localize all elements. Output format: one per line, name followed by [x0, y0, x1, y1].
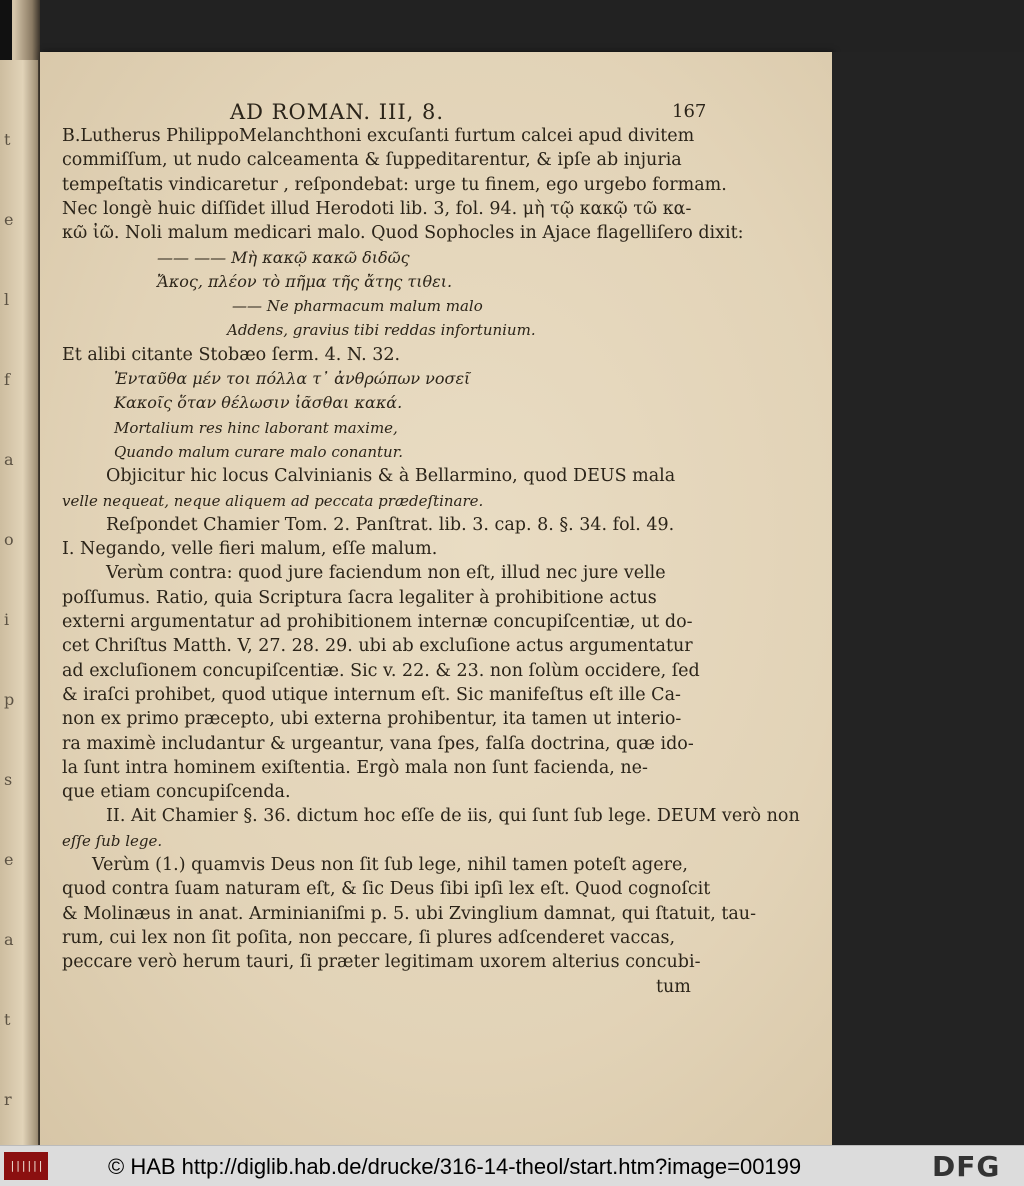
text-line: Mortalium res hinc laborant maxime,	[114, 418, 398, 437]
text-line: velle nequeat, neque aliquem ad peccata prædeſtinare.	[62, 491, 484, 510]
text-line: B.Lutherus PhilippoMelanchthoni excuſanti furtum calcei apud divitem	[62, 126, 695, 146]
spine-shadow	[0, 0, 12, 60]
text-line: Verùm contra: quod jure faciendum non eſt, illud nec jure velle	[106, 563, 666, 584]
text-line: Verùm (1.) quamvis Deus non ſit ſub lege, nihil tamen poteſt agere,	[92, 855, 688, 875]
running-header: AD ROMAN. III, 8.	[230, 100, 445, 124]
text-line: Quando malum curare malo conantur.	[114, 442, 404, 461]
text-line: non ex primo præcepto, ubi externa prohibentur, ita tamen ut interio-	[62, 709, 682, 730]
text-line: ra maximè includantur & urgeantur, vana ſpes, falſa doctrina, quæ ido-	[62, 733, 694, 754]
text-line: commiſſum, ut nudo calceamenta & ſuppeditarentur, & ipſe ab injuria	[62, 150, 682, 171]
text-line: II. Ait Chamier §. 36. dictum hoc eſſe de iis, qui ſunt ſub lege. DEUM verò non	[106, 806, 800, 827]
book-page	[40, 52, 832, 1145]
text-line: Ἐνταῦθα μέν τοι πόλλα τ᾽ ἀνθρώπων νοσεῖ	[114, 369, 471, 388]
text-line: & iraſci prohibet, quod utique internum eſt. Sic manifeſtus eſt ille Ca-	[62, 684, 681, 705]
text-line: Objicitur hic locus Calvinianis & à Bellarmino, quod DEUS mala	[106, 466, 676, 487]
hab-logo-icon: ||||||	[4, 1152, 48, 1180]
previous-page-glyph: f	[4, 370, 10, 389]
text-line: Nec longè huic diſſidet illud Herodoti lib. 3, fol. 94. μὴ τῷ κακῷ τῶ κα-	[62, 198, 692, 219]
previous-page-glyph: t	[4, 130, 11, 149]
text-line: peccare verò herum tauri, ſi præter legitimam uxorem alterius concubi-	[62, 952, 701, 973]
previous-page-glyph: p	[4, 690, 15, 709]
text-line: tempeſtatis vindicaretur , reſpondebat: urge tu finem, ego urgebo formam.	[62, 174, 727, 195]
text-line: cet Chriſtus Matth. V, 27. 28. 29. ubi ab excluſione actus argumentatur	[62, 636, 693, 657]
text-line: poſſumus. Ratio, quia Scriptura ſacra legaliter à prohibitione actus	[62, 587, 657, 608]
text-line: que etiam concupiſcenda.	[62, 782, 291, 803]
previous-page-glyph: i	[4, 610, 10, 629]
text-line: rum, cui lex non ſit poſita, non peccare, ſi plures adſcenderet vaccas,	[62, 927, 676, 948]
text-line: la ſunt intra hominem exiſtentia. Ergò mala non ſunt facienda, ne-	[62, 757, 648, 778]
text-line: Et alibi citante Stobæo ſerm. 4. N. 32.	[62, 344, 401, 365]
previous-page-edge	[0, 60, 38, 1145]
text-line: ad excluſionem concupiſcentiæ. Sic v. 22. & 23. non ſolùm occidere, ſed	[62, 660, 700, 681]
page-number: 167	[672, 101, 707, 122]
previous-page-glyph: r	[4, 1090, 12, 1109]
text-line: externi argumentatur ad prohibitionem internæ concupiſcentiæ, ut do-	[62, 612, 693, 632]
copyright-link[interactable]: © HAB http://diglib.hab.de/drucke/316-14-theol/start.htm?image=00199	[108, 1154, 802, 1179]
previous-page-glyph: e	[4, 850, 14, 869]
catchword: tum	[656, 976, 691, 997]
text-line: κῶ ἰῶ. Noli malum medicari malo. Quod Sophocles in Ajace flagelliſero dixit:	[62, 223, 744, 244]
text-line: —— —— Μὴ κακῷ κακῶ διδῶς	[157, 247, 410, 267]
previous-page-glyph: l	[4, 290, 10, 309]
text-line: quod contra ſuam naturam eſt, & ſic Deus ſibi ipſi lex eſt. Quod cognoſcit	[62, 879, 711, 900]
previous-page-glyph: o	[4, 530, 14, 549]
text-line: I. Negando, velle fieri malum, eſſe malum.	[62, 539, 438, 560]
previous-page-glyph: a	[4, 450, 14, 469]
text-line: Ἄκος, πλέον τὸ πῆμα τῆς ἄτης τιθει.	[157, 271, 453, 291]
text-line: & Molinæus in anat. Arminianiſmi p. 5. ubi Zvinglium damnat, qui ſtatuit, tau-	[62, 903, 756, 924]
text-line: eſſe ſub lege.	[62, 831, 163, 850]
previous-page-glyph: e	[4, 210, 14, 229]
text-line: Κακοῖς ὅταν θέλωσιν ἰᾶσθαι κακά.	[114, 393, 403, 413]
viewer-footer	[0, 1145, 1024, 1186]
text-line: Reſpondet Chamier Tom. 2. Panſtrat. lib. 3. cap. 8. §. 34. fol. 49.	[106, 514, 675, 535]
scan-background	[832, 52, 1024, 1145]
text-line: —— Ne pharmacum malum malo	[232, 297, 483, 316]
previous-page-glyph: t	[4, 1010, 11, 1029]
previous-page-glyph: s	[4, 770, 13, 789]
dfg-logo: DFG	[932, 1150, 1001, 1183]
text-line: Addens, gravius tibi reddas infortunium.	[227, 321, 536, 340]
previous-page-glyph: a	[4, 930, 14, 949]
